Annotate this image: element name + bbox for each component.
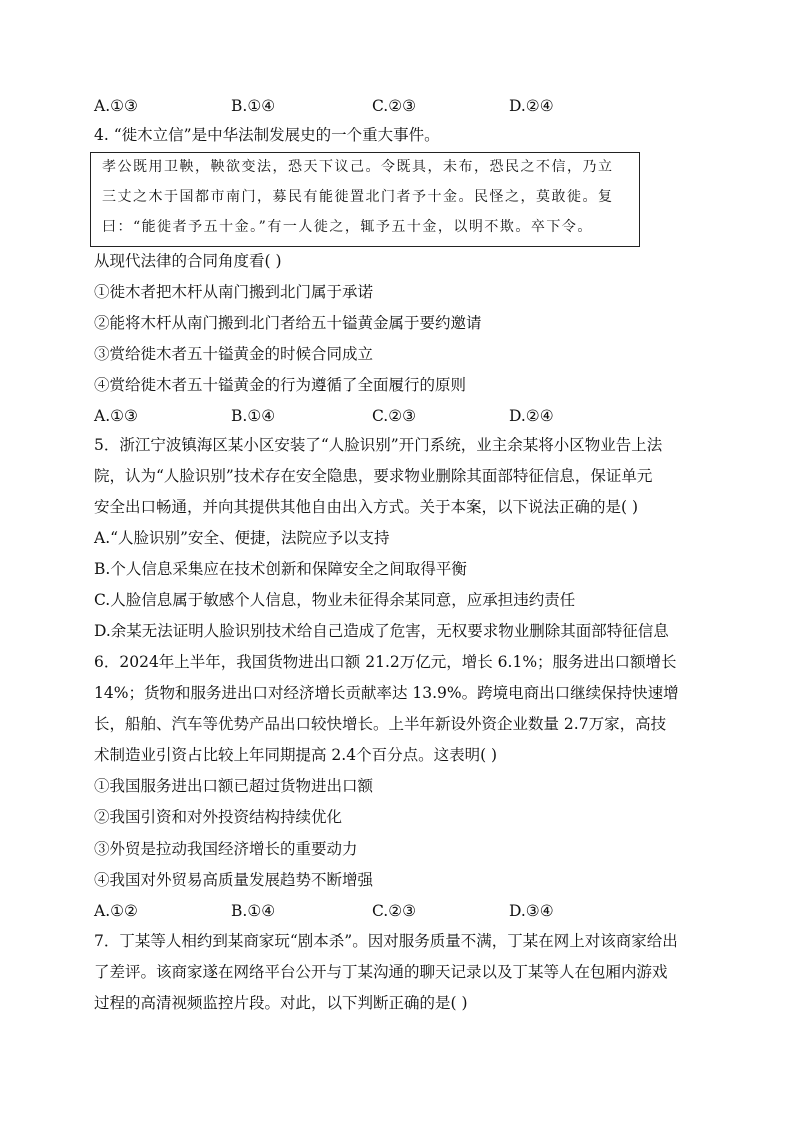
- q6-item-3: ③外贸是拉动我国经济增长的重要动力: [94, 840, 358, 858]
- q4-item-2: ②能将木杆从南门搬到北门者给五十镒黄金属于要约邀请: [94, 314, 482, 332]
- q6-options: [94, 900, 714, 922]
- q4-option-a[interactable]: A.①③: [94, 407, 138, 425]
- q3-option-a[interactable]: A.①③: [94, 97, 138, 115]
- q4-question: 从现代法律的合同角度看( ): [94, 252, 282, 270]
- q4-item-1: ①徙木者把木杆从南门搬到北门属于承诺: [94, 283, 374, 301]
- q4-option-c[interactable]: C.②③: [372, 407, 417, 425]
- q4-quote-line-2: 三丈之木于国都市南门，募民有能徙置北门者予十金。民怪之，莫敢徙。复: [102, 189, 614, 205]
- q4-stem: 4. “徙木立信”是中华法制发展史的一个重大事件。: [94, 126, 440, 144]
- q6-stem-line-2: 14%；货物和服务进出口对经济增长贡献率达 13.9%。跨境电商出口继续保持快速增: [94, 684, 679, 702]
- q6-option-d[interactable]: D.③④: [509, 902, 554, 920]
- q3-options: [94, 95, 714, 117]
- q5-choice-a[interactable]: A.“人脸识别”安全、便捷，法院应予以支持: [94, 529, 390, 547]
- q4-options: [94, 405, 714, 427]
- q6-item-2: ②我国引资和对外投资结构持续优化: [94, 808, 343, 826]
- q6-option-a[interactable]: A.①②: [94, 902, 138, 920]
- q3-option-d[interactable]: D.②④: [509, 97, 554, 115]
- q6-stem-line-3: 长，船舶、汽车等优势产品出口较快增长。上半年新设外资企业数量 2.7万家，高技: [94, 715, 667, 733]
- q7-stem-line-2: 了差评。该商家遂在网络平台公开与丁某沟通的聊天记录以及丁某等人在包厢内游戏: [94, 963, 668, 981]
- q6-option-c[interactable]: C.②③: [372, 902, 417, 920]
- q4-quote-box: [90, 152, 640, 247]
- q6-stem-line-1: 6．2024年上半年，我国货物进出口额 21.2万亿元，增长 6.1%；服务进出口额增长: [94, 653, 677, 671]
- q7-stem-line-1: 7．丁某等人相约到某商家玩“剧本杀”。因对服务质量不满，丁某在网上对该商家给出: [94, 932, 678, 950]
- q4-quote-line-1: 孝公既用卫鞅，鞅欲变法，恐天下议己。令既具，未布，恐民之不信，乃立: [102, 159, 614, 175]
- q5-stem-line-1: 5．浙江宁波镇海区某小区安装了“人脸识别”开门系统，业主余某将小区物业告上法: [94, 436, 663, 454]
- q4-item-4: ④赏给徙木者五十镒黄金的行为遵循了全面履行的原则: [94, 376, 467, 394]
- q4-option-d[interactable]: D.②④: [509, 407, 554, 425]
- q6-option-b[interactable]: B.①④: [231, 902, 276, 920]
- q5-choice-c[interactable]: C.人脸信息属于敏感个人信息，物业未征得余某同意，应承担违约责任: [94, 591, 576, 609]
- q5-choice-b[interactable]: B.个人信息采集应在技术创新和保障安全之间取得平衡: [94, 560, 467, 578]
- q3-option-c[interactable]: C.②③: [372, 97, 417, 115]
- q4-item-3: ③赏给徙木者五十镒黄金的时候合同成立: [94, 345, 374, 363]
- q6-item-4: ④我国对外贸易高质量发展趋势不断增强: [94, 871, 374, 889]
- q4-quote-line-3: 曰：“能徙者予五十金。”有一人徙之，辄予五十金，以明不欺。卒下令。: [102, 219, 593, 235]
- q6-item-1: ①我国服务进出口额已超过货物进出口额: [94, 777, 374, 795]
- q6-stem-line-4: 术制造业引资占比较上年同期提高 2.4个百分点。这表明( ): [94, 746, 498, 764]
- q5-stem-line-3: 安全出口畅通，并向其提供其他自由出入方式。关于本案，以下说法正确的是( ): [94, 498, 639, 516]
- q7-stem-line-3: 过程的高清视频监控片段。对此，以下判断正确的是( ): [94, 994, 468, 1012]
- q4-option-b[interactable]: B.①④: [231, 407, 276, 425]
- q5-stem-line-2: 院，认为“人脸识别”技术存在安全隐患，要求物业删除其面部特征信息，保证单元: [94, 467, 653, 485]
- q5-choice-d[interactable]: D.余某无法证明人脸识别技术给自己造成了危害，无权要求物业删除其面部特征信息: [94, 622, 669, 640]
- q3-option-b[interactable]: B.①④: [231, 97, 276, 115]
